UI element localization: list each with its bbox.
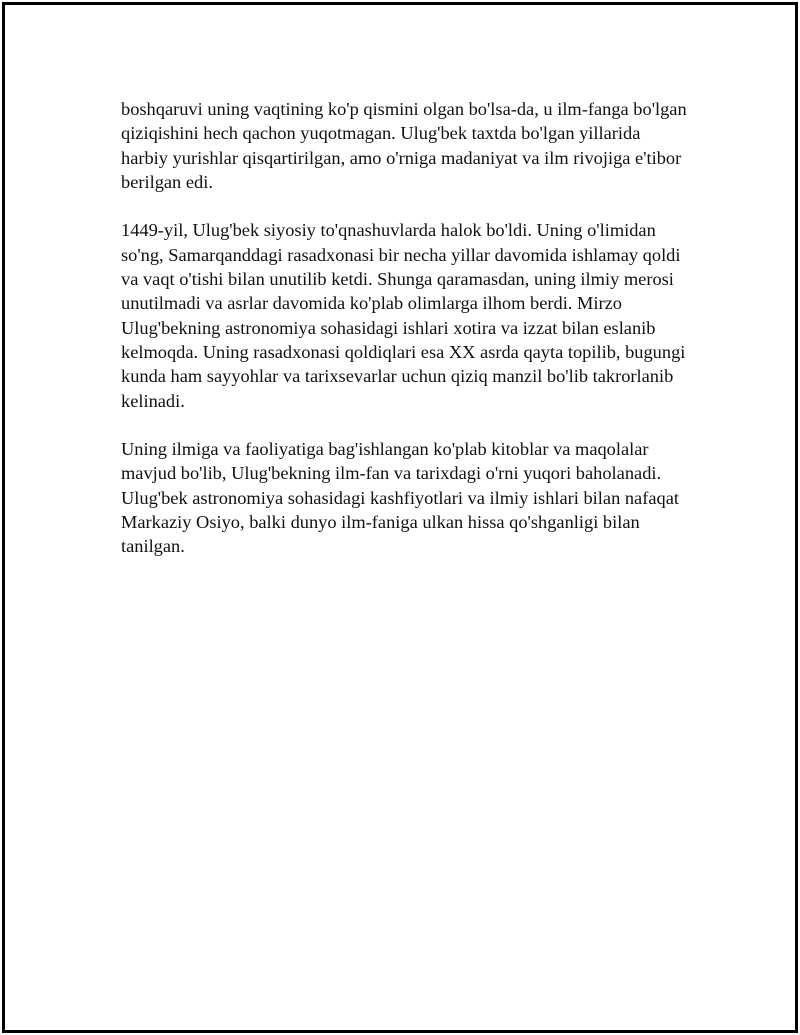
paragraph-1: boshqaruvi uning vaqtining ko'p qismini olgan bo'lsa-da, u ilm-fanga bo'lgan qiziqishini hech qachon yuqotmagan. Ulug'bek taxtda bo'lgan yillarida harbiy yurishlar qisqartirilgan, amo o'rniga madaniyat va ilm rivojiga e'tibor berilgan edi. bbox=[121, 99, 687, 192]
document-page bbox=[2, 2, 798, 1033]
paragraph-3: Uning ilmiga va faoliyatiga bag'ishlangan ko'plab kitoblar va maqolalar mavjud bo'lib, Ulug'bekning ilm-fan va tarixdagi o'rni yuqori baholanadi. Ulug'bek astronomiya sohasidagi kashfiyotlari va ilmiy ishlari bilan nafaqat Markaziy Osiyo, balki dunyo ilm-faniga ulkan hissa qo'shganligi bilan tanilgan. bbox=[121, 439, 679, 557]
document-body bbox=[121, 97, 691, 583]
paragraph-2: 1449-yil, Ulug'bek siyosiy to'qnashuvlarda halok bo'ldi. Uning o'limidan so'ng, Samarqanddagi rasadxonasi bir necha yillar davomida ishlamay qoldi va vaqt o'tishi bilan unutilib ketdi. Shunga qaramasdan, uning ilmiy merosi unutilmadi va asrlar davomida ko'plab olimlarga ilhom berdi. Mirzo Ulug'bekning astronomiya sohasidagi ishlari xotira va izzat bilan eslanib kelmoqda. Uning rasadxonasi qoldiqlari esa XX asrda qayta topilib, bugungi kunda ham sayyohlar va tarixsevarlar uchun qiziq manzil bo'lib takrorlanib kelinadi. bbox=[121, 220, 686, 411]
